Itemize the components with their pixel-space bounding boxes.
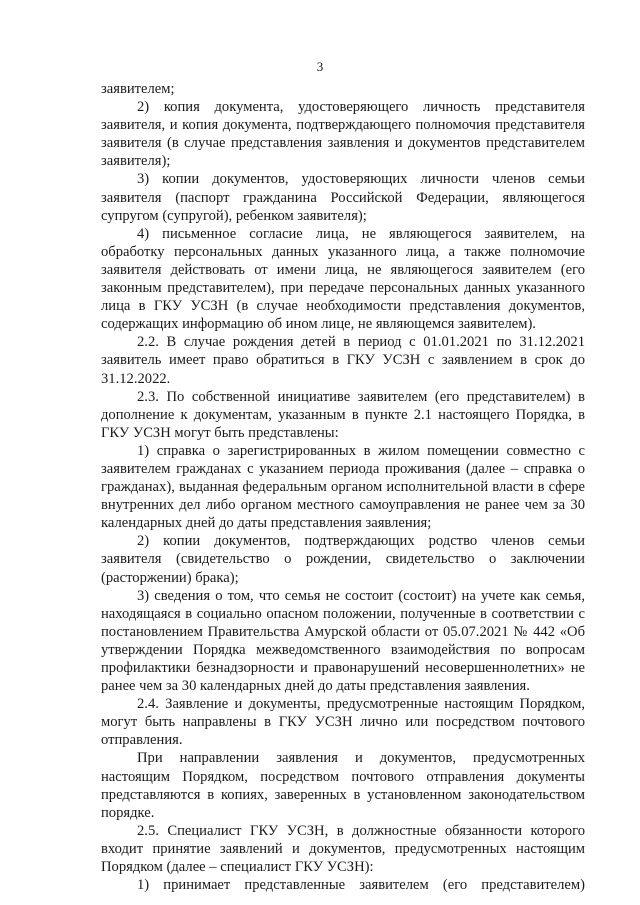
paragraph-2-5: 2.5. Специалист ГКУ УСЗН, в должностные обязанности которого входит принятие заявлений и документов, предусмотренных настоящим Порядком (далее – специалист ГКУ УСЗН): [101,822,585,876]
paragraph-2-3-item-2: 2) копии документов, подтверждающих родство членов семьи заявителя (свидетельство о рождении, свидетельство о заключении (расторжении) брака); [101,533,585,586]
paragraph-2-3-item-3: 3) сведения о том, что семья не состоит (состоит) на учете как семья, находящаяся в социально опасном положении, полученные в соответствии с постановлением Правительства Амурской области от 05.07.2021 № 442 «Об утверждении Порядка межведомственного взаимодействия по вопросам профилактики безнадзорности и правонарушений несовершеннолетних» не ранее чем за 30 календарных дней до даты представления заявления. [101,587,585,695]
paragraph-2-5-item-1: 1) принимает представленные заявителем (его представителем) [137,877,585,894]
document-body [101,80,585,894]
paragraph-2-3: 2.3. По собственной инициативе заявителем (его представителем) в дополнение к документам, указанным в пункте 2.1 настоящего Порядка, в ГКУ УСЗН могут быть представлены: [101,388,585,441]
paragraph-2-3-item-1: 1) справка о зарегистрированных в жилом помещении совместно с заявителем гражданах с указанием периода проживания (далее – справка о гражданах), выданная федеральным органом исполнительной власти в сфере внутренних дел либо органом местного самоуправления не ранее чем за 30 календарных дней до даты представления заявления; [101,442,585,532]
paragraph-item-4: 4) письменное согласие лица, не являющегося заявителем, на обработку персональных данных указанного лица, а также полномочие заявителя действовать от имени лица, не являющегося заявителем (его законным представителем), при передаче персональных данных указанного лица в ГКУ УСЗН (в случае необходимости представления документов, содержащих информацию об ином лице, не являющемся заявителем). [101,225,585,333]
paragraph-continuation: заявителем; [101,81,175,97]
paragraph-2-4: 2.4. Заявление и документы, предусмотренные настоящим Порядком, могут быть направлены в ГКУ УСЗН лично или посредством почтового отправления. [101,696,585,749]
page-number: 3 [316,59,324,74]
paragraph-item-2: 2) копия документа, удостоверяющего личность представителя заявителя, и копия документа, подтверждающего полномочия представителя заявителя (в случае представления заявления и документов представителем заявителя); [101,99,585,170]
paragraph-2-2: 2.2. В случае рождения детей в период с 01.01.2021 по 31.12.2021 заявитель имеет право обратиться в ГКУ УСЗН с заявлением в срок до 31.12.2022. [101,334,585,387]
paragraph-postal: При направлении заявления и документов, предусмотренных настоящим Порядком, посредством почтового отправления документы представляются в копиях, заверенных в установленном законодательством порядке. [101,750,585,821]
paragraph-item-3: 3) копии документов, удостоверяющих личности членов семьи заявителя (паспорт гражданина Российской Федерации, являющегося супругом (супругой), ребенком заявителя); [101,171,585,224]
